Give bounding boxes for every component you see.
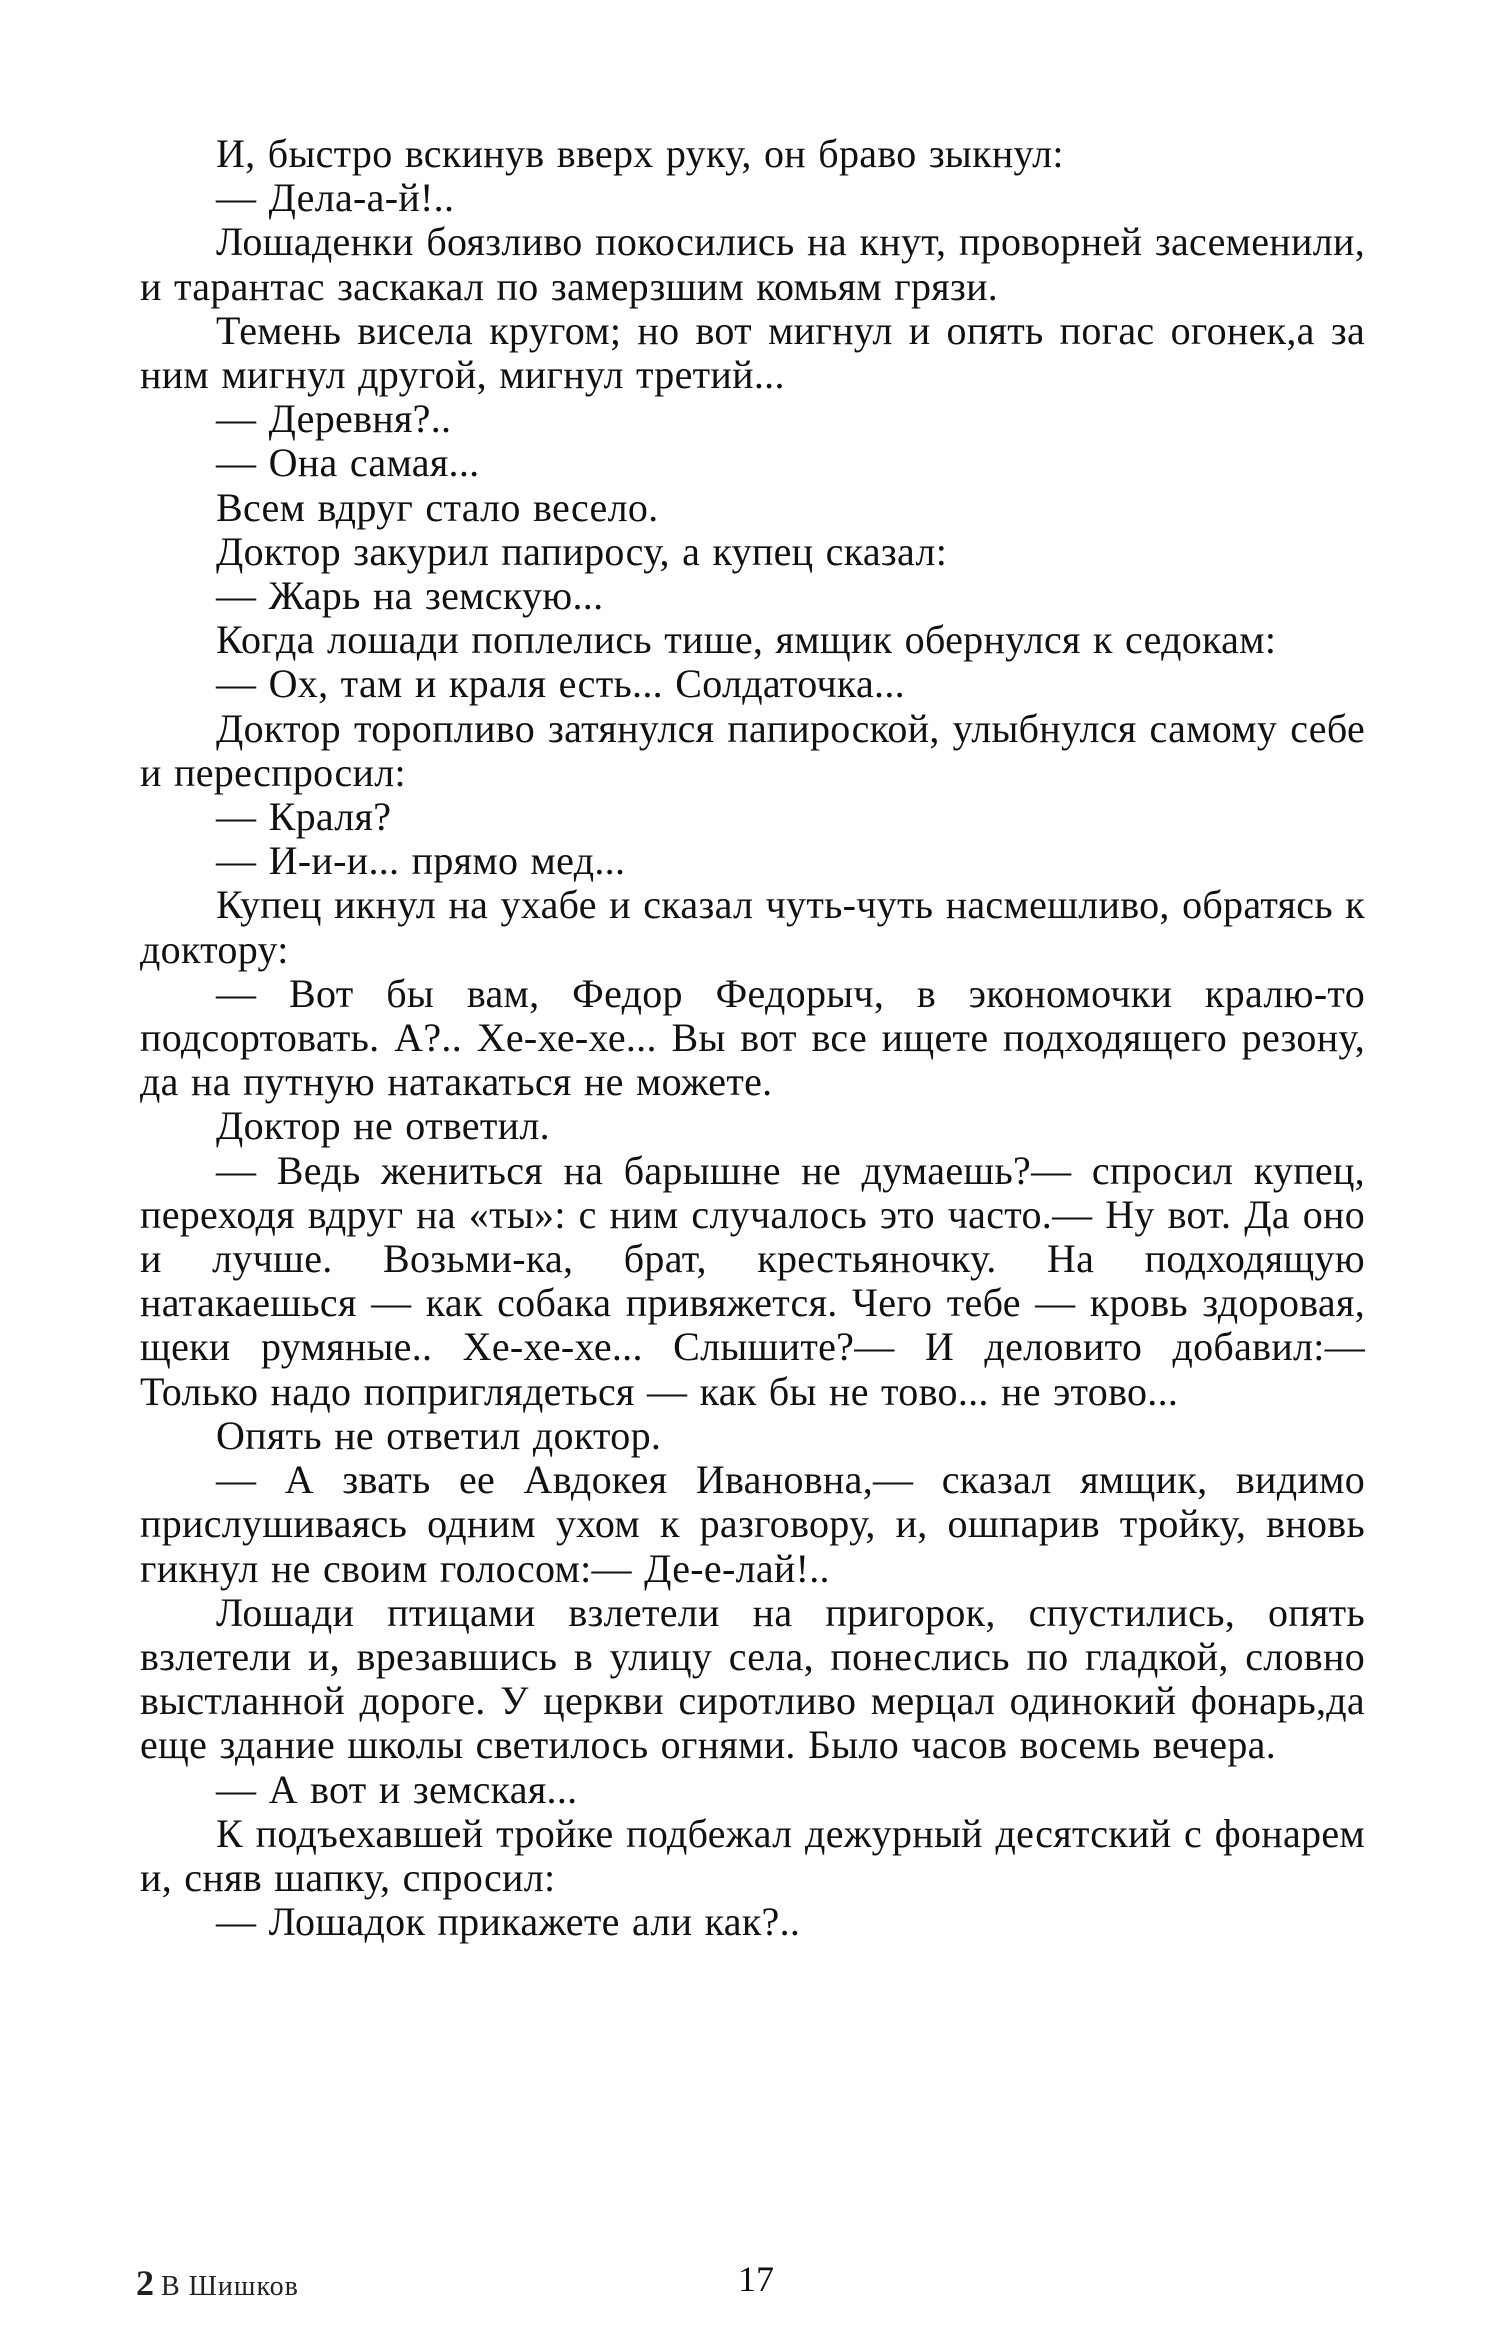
paragraph: — Дела-а-й!.. xyxy=(216,175,455,221)
paragraph: — А вот и земская... xyxy=(216,1766,578,1812)
paragraph: — Ох, там и краля есть... Солдаточка... xyxy=(216,661,905,707)
paragraph: Лошади птицами взлетели на пригорок, спустились, опять взлетели и, врезавшись в улицу села, понеслись по гладкой, словно выстланной дороге. У церкви сиротливо мерцал одинокий фонарь,да еще здание школы светилось огнями. Было часов восемь вечера. xyxy=(140,1589,1365,1768)
paragraph: Опять не ответил доктор. xyxy=(216,1412,662,1458)
paragraph: Темень висела кругом; но вот мигнул и опять погас огонек,а за ним мигнул другой, мигнул третий... xyxy=(140,307,1365,398)
signature-number: 2 xyxy=(136,2263,155,2303)
paragraph: — Лошадок прикажете али как?.. xyxy=(216,1899,801,1945)
paragraph: Купец икнул на ухабе и сказал чуть-чуть насмешливо, обратясь к доктору: xyxy=(140,882,1365,972)
page-number: 17 xyxy=(738,2259,774,2299)
paragraph: Доктор торопливо затянулся папироской, улыбнулся самому себе и переспросил: xyxy=(140,705,1365,795)
paragraph: — А звать ее Авдокея Ивановна,— сказал ямщик, видимо прислушиваясь одним ухом к разговору, и, ошпарив тройку, вновь гикнул не своим голосом:— Де-е-лай!.. xyxy=(140,1457,1365,1591)
paragraph: Когда лошади поплелись тише, ямщик обернулся к седокам: xyxy=(216,617,1277,663)
paragraph: Доктор не ответил. xyxy=(216,1103,550,1149)
paragraph: И, быстро вскинув вверх руку, он браво зыкнул: xyxy=(216,131,1064,176)
paragraph: Доктор закурил папиросу, а купец сказал: xyxy=(216,528,948,574)
paragraph: — Ведь жениться на барышне не думаешь?— спросил купец, переходя вдруг на «ты»: с ним случалось это часто.— Ну вот. Да оно и лучше. Возьми-ка, брат, крестьяночку. На подходящую натакаешься — как собака привяжется. Чего тебе — кровь здоровая, щеки румяные.. Хе-хе-хе... Слышите?— И деловито добавил:— Только надо поприглядеться — как бы не тово... не этово... xyxy=(140,1147,1365,1414)
paragraph: — Она самая... xyxy=(216,440,480,486)
paragraph: — Деревня?.. xyxy=(216,396,452,442)
signature-text: В Шишков xyxy=(161,2271,299,2302)
text-block xyxy=(140,132,1365,1944)
paragraph: — Жарь на земскую... xyxy=(216,573,604,619)
paragraph: — И-и-и... прямо мед... xyxy=(216,838,626,884)
paragraph: — Краля? xyxy=(216,794,392,840)
paragraph: К подъехавшей тройке подбежал дежурный десятский с фонарем и, сняв шапку, спросил: xyxy=(140,1810,1365,1900)
printer-signature xyxy=(136,2262,299,2304)
paragraph: Всем вдруг стало весело. xyxy=(216,484,659,530)
paragraph: — Вот бы вам, Федор Федорыч, в экономочки кралю-то подсортовать. А?.. Хе-хе-хе... Вы вот все ищете подходящего резону, да на путную натакаться не можете. xyxy=(140,970,1365,1105)
paragraph: Лошаденки боязливо покосились на кнут, проворней засеменили, и тарантас заскакал по замерзшим комьям грязи. xyxy=(140,219,1365,309)
